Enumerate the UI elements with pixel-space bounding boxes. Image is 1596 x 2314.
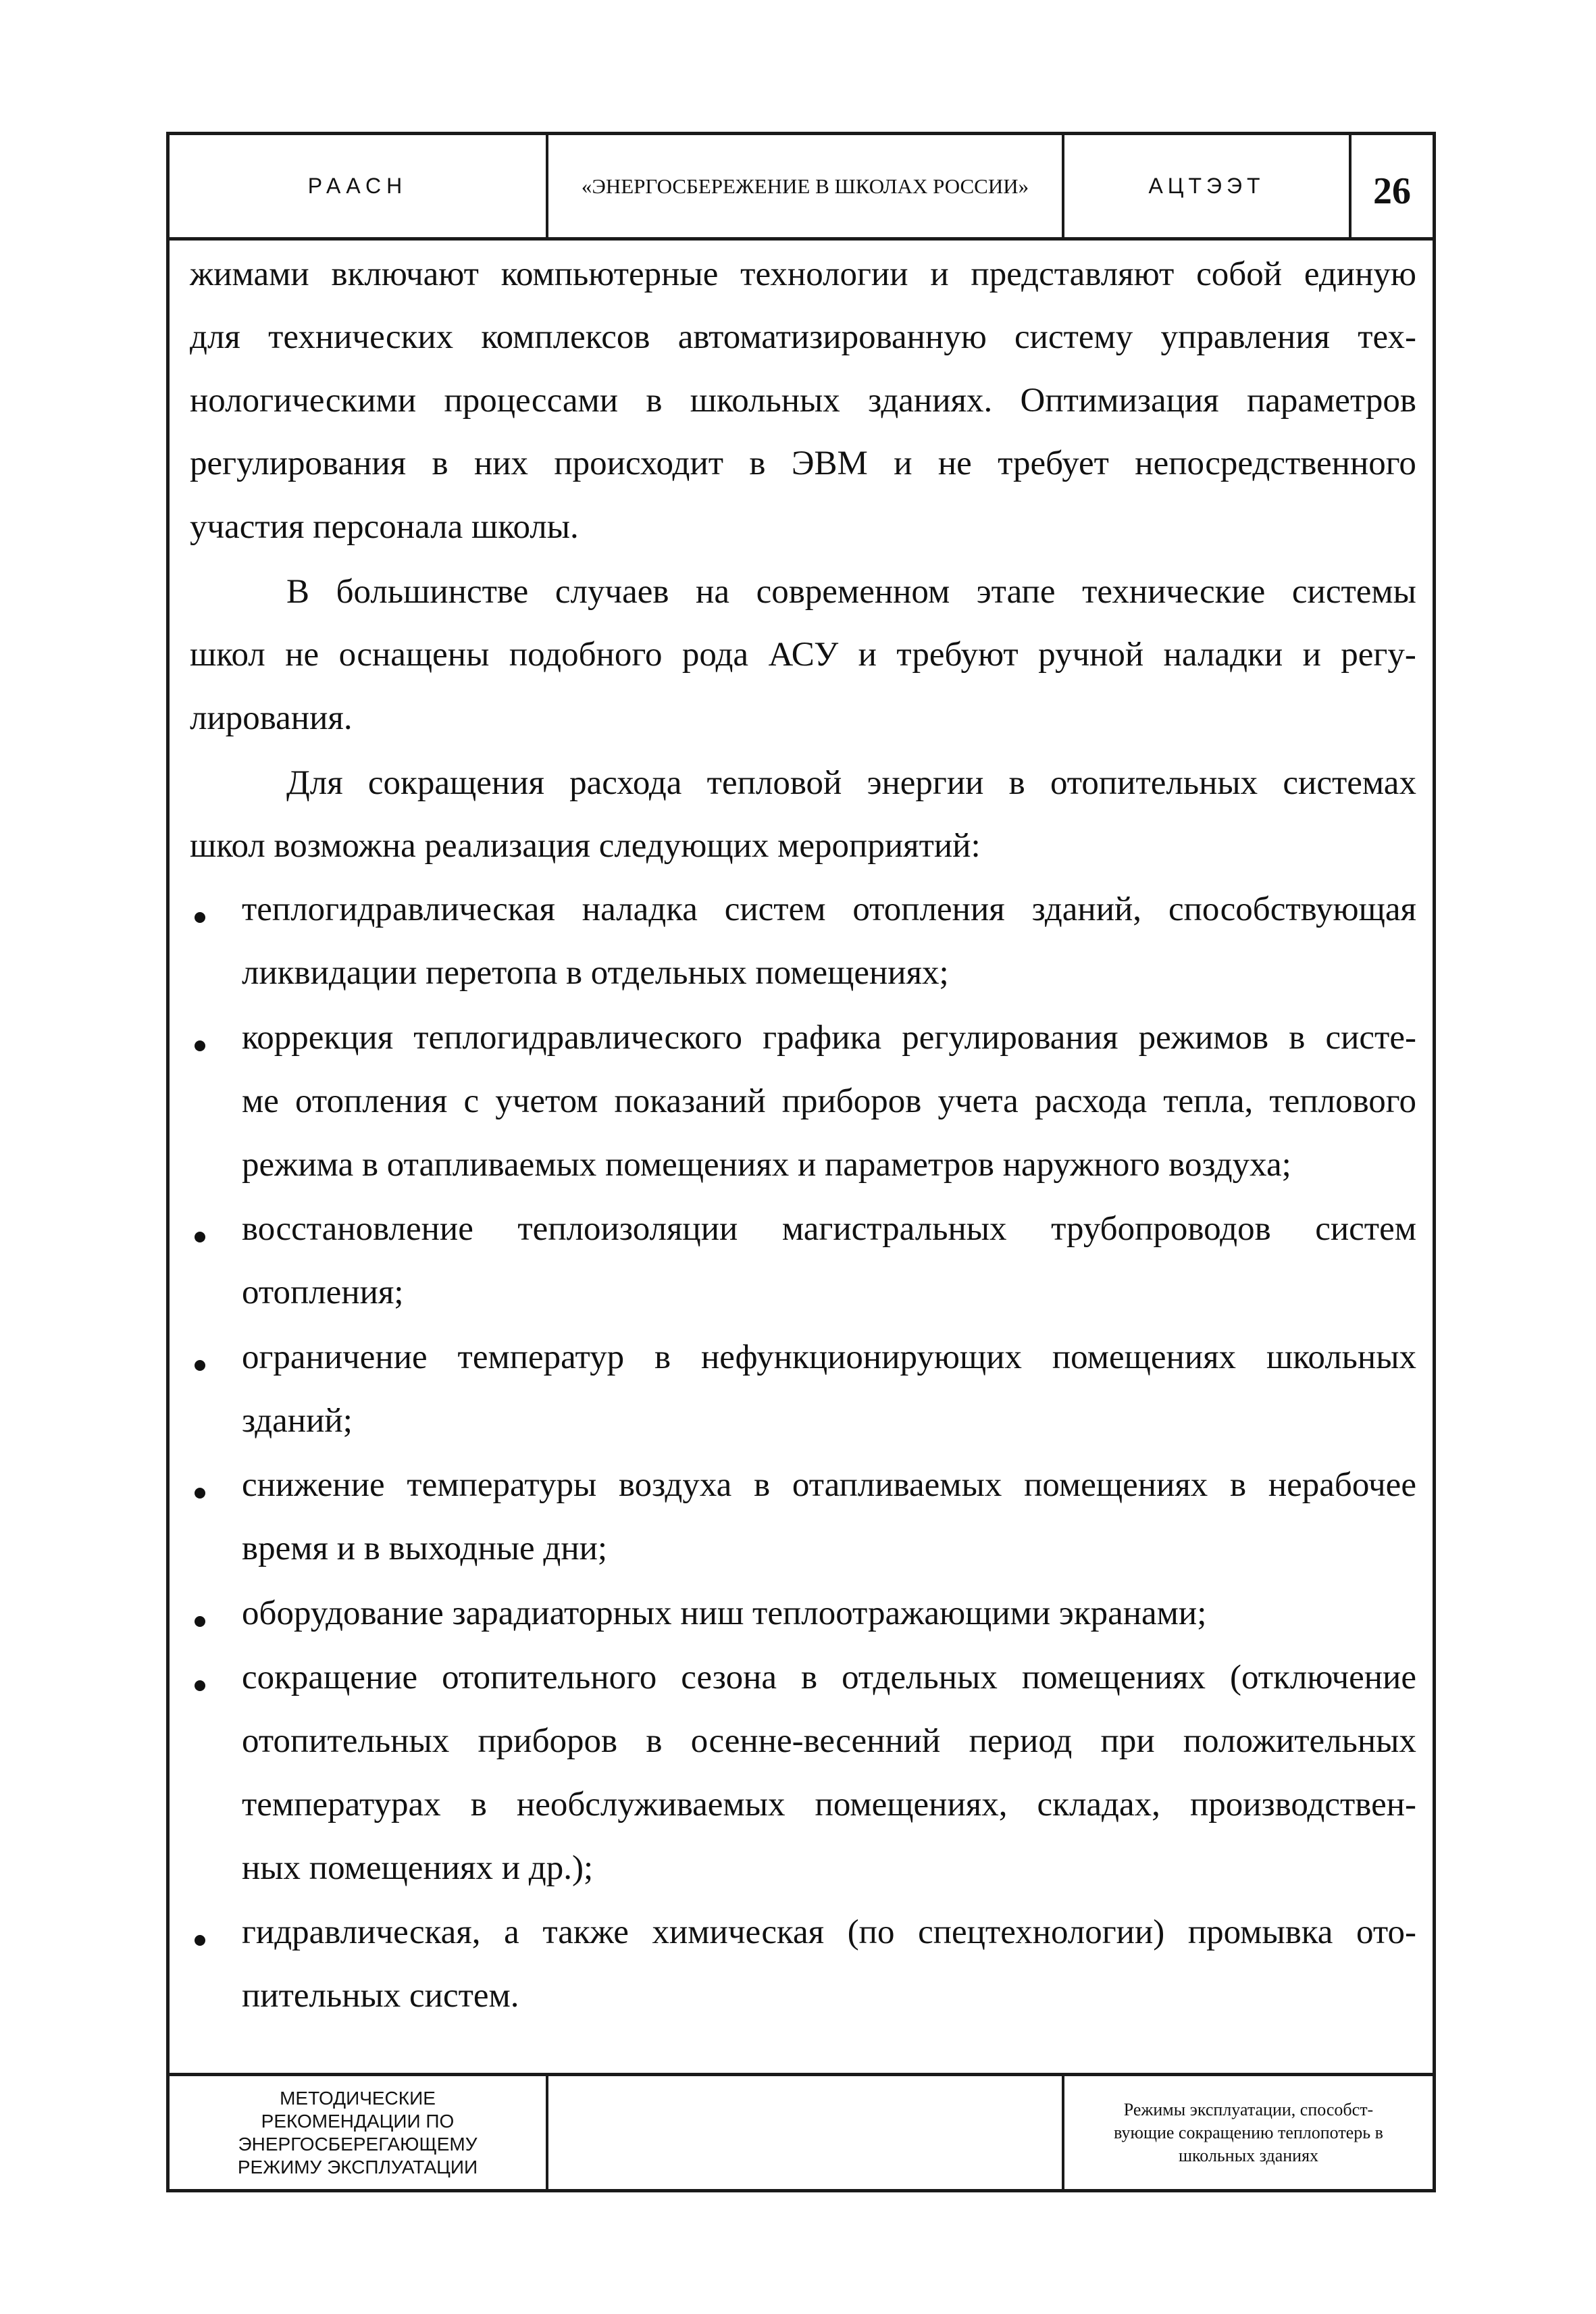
text-line: нологическими процессами в школьных зданиях. Оптимизация параметров (190, 382, 1416, 420)
text-line: регулирования в них происходит в ЭВМ и не требует непосредственного (190, 445, 1416, 482)
header-org: РААСН (170, 135, 548, 237)
footer-middle (548, 2076, 1064, 2189)
bullet-item-line: режима в отапливаемых помещениях и параметров наружного воздуха; (242, 1146, 1291, 1184)
bullet-item-line: зданий; (242, 1402, 353, 1440)
bullet-item-line: снижение температуры воздуха в отапливаемых помещениях в нерабочее (242, 1466, 1416, 1504)
bullet-item-line: температурах в необслуживаемых помещениях, складах, производствен- (242, 1786, 1416, 1823)
bullet-icon (190, 1921, 210, 1942)
page-number: 26 (1373, 170, 1411, 212)
footer-right-line: вующие сокращению теплопотерь в (1114, 2122, 1383, 2142)
bullet-item-line: сокращение отопительного сезона в отдельных помещениях (отключение (242, 1659, 1416, 1696)
bullet-item-line: ликвидации перетопа в отдельных помещениях; (242, 954, 949, 992)
footer-right-line: школьных зданиях (1178, 2145, 1319, 2165)
text-line: для технических комплексов автоматизированную систему управления тех- (190, 318, 1416, 356)
footer-left-line: ЭНЕРГОСБЕРЕГАЮЩЕМУ (238, 2133, 478, 2155)
bullet-icon (190, 899, 210, 919)
text-line: лирования. (190, 699, 353, 737)
footer-right-line: Режимы эксплуатации, способст- (1123, 2099, 1374, 2119)
footer-left (170, 2076, 548, 2189)
bullet-item-line: ных помещениях и др.); (242, 1849, 594, 1887)
bullet-icon (190, 1027, 210, 1047)
bullet-icon (190, 1218, 210, 1238)
footer-right (1064, 2076, 1433, 2189)
page-frame (166, 132, 1436, 2192)
text-line: участия персонала школы. (190, 508, 579, 546)
bullet-item-line: время и в выходные дни; (242, 1530, 608, 1567)
bullet-icon (190, 1667, 210, 1687)
text-line: В большинстве случаев на современном этапе технические системы (286, 573, 1416, 611)
footer-stamp (170, 2073, 1433, 2189)
bullet-item-line: оборудование зарадиаторных ниш теплоотражающими экранами; (242, 1594, 1207, 1632)
text-line: школ не оснащены подобного рода АСУ и требуют ручной наладки и регу- (190, 636, 1416, 674)
header-code: АЦТЭЭТ (1064, 135, 1352, 237)
bullet-icon (190, 1603, 210, 1623)
bullet-item-line: пительных систем. (242, 1977, 519, 2015)
header-title: «ЭНЕРГОСБЕРЕЖЕНИЕ В ШКОЛАХ РОССИИ» (548, 135, 1064, 237)
bullet-item-line: восстановление теплоизоляции магистральных трубопроводов систем (242, 1210, 1416, 1248)
bullet-item-line: отопительных приборов в осенне-весенний период при положительных (242, 1722, 1416, 1760)
text-line: Для сокращения расхода тепловой энергии в отопительных системах (286, 764, 1416, 802)
bullet-item-line: отопления; (242, 1274, 404, 1311)
bullet-item-line: гидравлическая, а также химическая (по спецтехнологии) промывка ото- (242, 1913, 1416, 1951)
bullet-item-line: ме отопления с учетом показаний приборов учета расхода тепла, теплового (242, 1082, 1416, 1120)
bullet-icon (190, 1474, 210, 1494)
bullet-item-line: теплогидравлическая наладка систем отопления зданий, способствующая (242, 890, 1416, 928)
text-line: жимами включают компьютерные технологии и представляют собой единую (190, 255, 1416, 293)
text-line: школ возможна реализация следующих мероприятий: (190, 827, 981, 865)
bullet-item-line: ограничение температур в нефункционирующих помещениях школьных (242, 1338, 1416, 1376)
footer-left-line: РЕЖИМУ ЭКСПЛУАТАЦИИ (237, 2156, 478, 2178)
footer-left-line: РЕКОМЕНДАЦИИ ПО (261, 2110, 455, 2132)
bullet-icon (190, 1347, 210, 1367)
header-stamp (170, 135, 1433, 241)
bullet-item-line: коррекция теплогидравлического графика регулирования режимов в систе- (242, 1019, 1416, 1057)
footer-left-line: МЕТОДИЧЕСКИЕ (280, 2087, 436, 2109)
